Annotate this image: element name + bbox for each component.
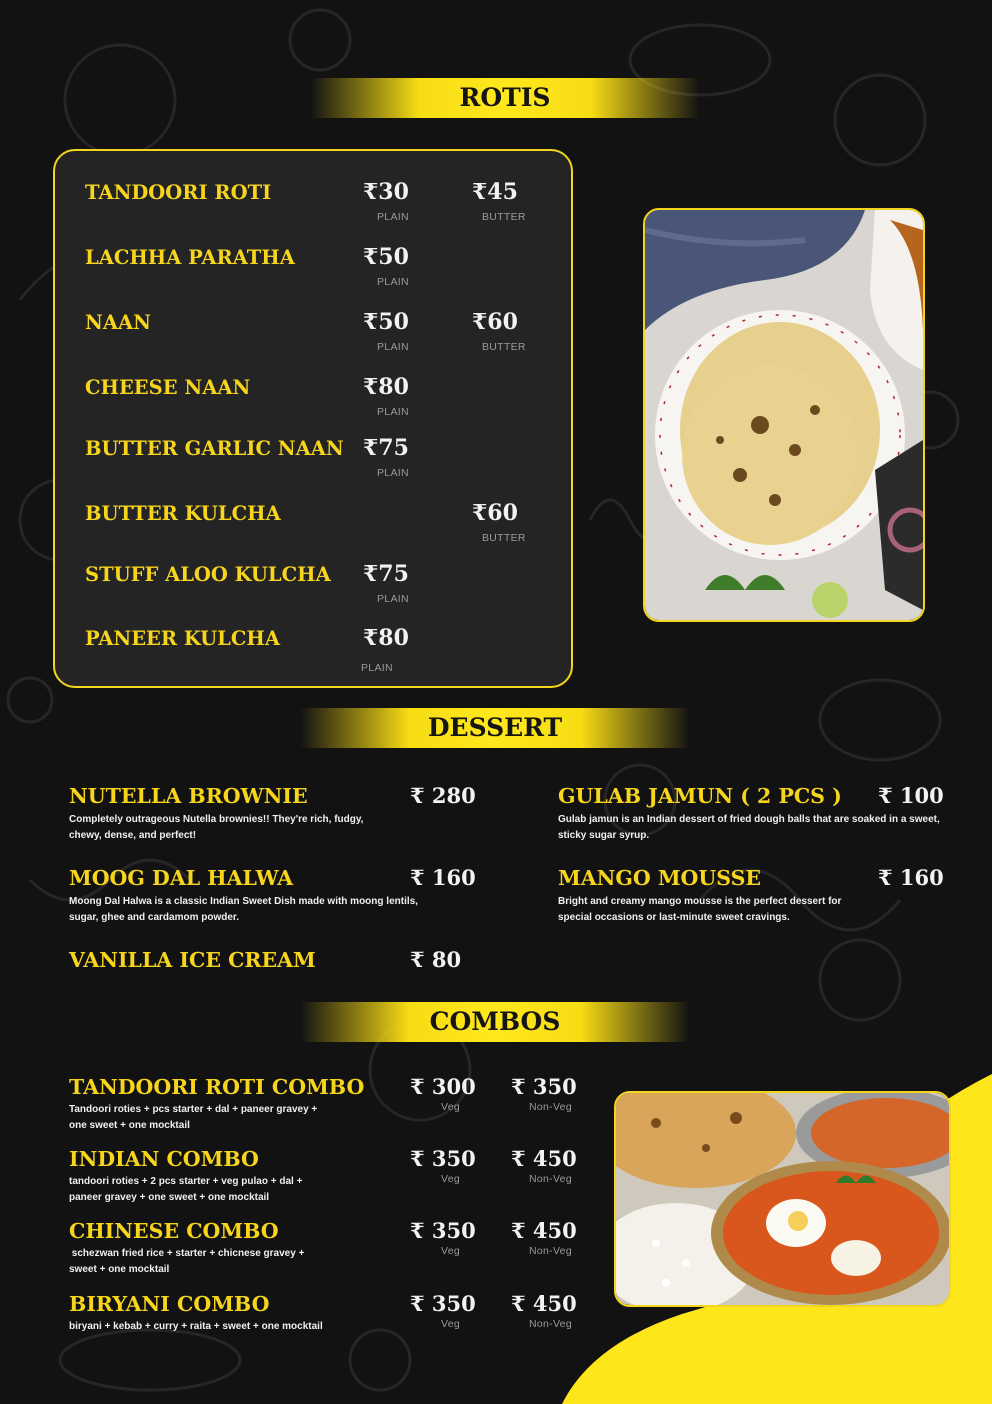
rotis-menu-panel	[53, 149, 573, 688]
combo-item-description: paneer gravey + one sweet + one mocktail	[69, 1192, 270, 1203]
roti-item-name: CHEESE NAAN	[85, 376, 251, 399]
combo-price-nonveg: ₹ 450	[511, 1291, 577, 1316]
combo-price-nonveg: ₹ 450	[511, 1146, 577, 1171]
roti-price-plain-label: PLAIN	[377, 211, 409, 223]
dessert-item-name: NUTELLA BROWNIE	[69, 784, 308, 808]
combo-price-veg: ₹ 350	[410, 1291, 476, 1316]
combo-price-veg: ₹ 350	[410, 1146, 476, 1171]
roti-price-butter: ₹60	[472, 309, 518, 335]
combo-veg-label: Veg	[441, 1101, 461, 1113]
dessert-item-name: MANGO MOUSSE	[558, 866, 762, 890]
roti-price-butter-label: BUTTER	[482, 341, 526, 353]
dessert-item-description: sticky sugar syrup.	[558, 830, 650, 841]
dessert-item-description: Completely outrageous Nutella brownies!! They're rich, fudgy,	[69, 814, 364, 825]
dessert-item-price: ₹ 160	[410, 865, 476, 890]
combo-price-veg: ₹ 350	[410, 1218, 476, 1243]
dessert-item-name: VANILLA ICE CREAM	[69, 948, 316, 972]
rotis-banner	[310, 78, 700, 118]
combo-item-description: sweet + one mocktail	[69, 1264, 170, 1275]
roti-price-butter-label: BUTTER	[482, 532, 526, 544]
dessert-item-name: GULAB JAMUN ( 2 PCS )	[558, 784, 842, 808]
combo-item-description: one sweet + one mocktail	[69, 1120, 190, 1131]
rotis-title: ROTIS	[459, 83, 551, 112]
dessert-item-description: Bright and creamy mango mousse is the perfect dessert for	[558, 896, 842, 907]
roti-price-plain-label: PLAIN	[377, 341, 409, 353]
combo-item-description: tandoori roties + 2 pcs starter + veg pulao + dal +	[69, 1176, 303, 1187]
combos-banner	[300, 1002, 690, 1042]
combo-item-name: CHINESE COMBO	[69, 1219, 279, 1243]
combo-item-description: biryani + kebab + curry + raita + sweet + one mocktail	[69, 1321, 323, 1332]
combo-item-description: schezwan fried rice + starter + chicnese gravey +	[69, 1248, 305, 1259]
naan-photo	[643, 208, 925, 622]
roti-price-plain: ₹30	[363, 179, 409, 205]
combo-price-nonveg: ₹ 450	[511, 1218, 577, 1243]
roti-price-plain: ₹80	[363, 374, 409, 400]
dessert-item-description: special occasions or last-minute sweet cravings.	[558, 912, 790, 923]
dessert-banner	[300, 708, 690, 748]
dessert-item-price: ₹ 160	[878, 865, 944, 890]
combos-title: COMBOS	[429, 1007, 561, 1036]
roti-price-plain-label: PLAIN	[377, 276, 409, 288]
dessert-item-price: ₹ 280	[410, 783, 476, 808]
roti-item-name: STUFF ALOO KULCHA	[85, 563, 331, 586]
roti-price-plain-label: PLAIN	[377, 467, 409, 479]
combo-veg-label: Veg	[441, 1318, 461, 1330]
dessert-item-price: ₹ 80	[410, 947, 462, 972]
dessert-item-price: ₹ 100	[878, 783, 944, 808]
egg-curry-combo-image	[616, 1093, 949, 1305]
roti-price-butter-label: BUTTER	[482, 211, 526, 223]
combo-item-name: INDIAN COMBO	[69, 1147, 259, 1171]
dessert-title: DESSERT	[427, 713, 563, 742]
naan-plate-image	[645, 210, 923, 620]
roti-price-plain: ₹75	[363, 561, 409, 587]
combo-nonveg-label: Non-Veg	[529, 1318, 572, 1330]
roti-item-name: PANEER KULCHA	[85, 627, 280, 650]
combo-nonveg-label: Non-Veg	[529, 1173, 572, 1185]
dessert-item-name: MOOG DAL HALWA	[69, 866, 294, 890]
roti-price-plain-label: PLAIN	[361, 662, 393, 674]
dessert-item-description: Gulab jamun is an Indian dessert of fried dough balls that are soaked in a sweet,	[558, 814, 940, 825]
combo-item-description: Tandoori roties + pcs starter + dal + paneer gravey +	[69, 1104, 318, 1115]
roti-price-plain-label: PLAIN	[377, 406, 409, 418]
combo-veg-label: Veg	[441, 1245, 461, 1257]
combo-veg-label: Veg	[441, 1173, 461, 1185]
combo-item-name: TANDOORI ROTI COMBO	[69, 1075, 365, 1099]
combo-nonveg-label: Non-Veg	[529, 1101, 572, 1113]
roti-item-name: LACHHA PARATHA	[85, 246, 295, 269]
roti-price-butter: ₹45	[472, 179, 518, 205]
combo-nonveg-label: Non-Veg	[529, 1245, 572, 1257]
roti-price-plain: ₹75	[363, 435, 409, 461]
roti-price-plain: ₹80	[363, 625, 409, 651]
dessert-item-description: chewy, dense, and perfect!	[69, 830, 197, 841]
combo-photo	[614, 1091, 951, 1307]
roti-item-name: BUTTER KULCHA	[85, 502, 281, 525]
dessert-item-description: Moong Dal Halwa is a classic Indian Sweet Dish made with moong lentils,	[69, 896, 418, 907]
dessert-item-description: sugar, ghee and cardamom powder.	[69, 912, 240, 923]
roti-price-butter: ₹60	[472, 500, 518, 526]
roti-item-name: TANDOORI ROTI	[85, 181, 272, 204]
combo-price-nonveg: ₹ 350	[511, 1074, 577, 1099]
combo-item-name: BIRYANI COMBO	[69, 1292, 270, 1316]
combo-price-veg: ₹ 300	[410, 1074, 476, 1099]
roti-price-plain: ₹50	[363, 244, 409, 270]
roti-price-plain-label: PLAIN	[377, 593, 409, 605]
roti-item-name: BUTTER GARLIC NAAN	[85, 437, 344, 460]
roti-item-name: NAAN	[85, 311, 151, 334]
roti-price-plain: ₹50	[363, 309, 409, 335]
